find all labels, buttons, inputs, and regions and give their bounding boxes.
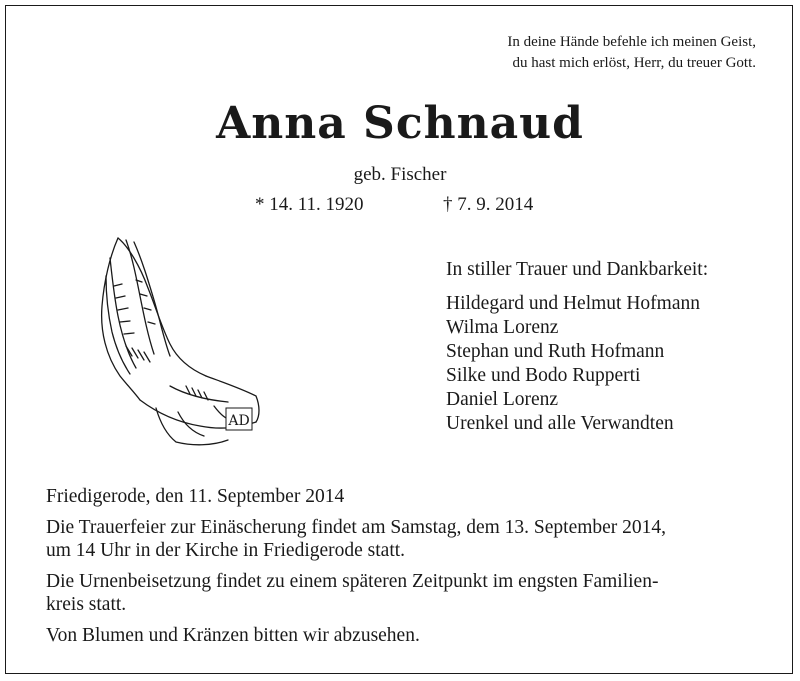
maiden-name: geb. Fischer (353, 164, 447, 185)
place-date: Friedigerode, den 11. September 2014 (46, 486, 345, 507)
mourner-name: Stephan und Ruth Hofmann (446, 341, 665, 362)
monogram-text: AD (228, 413, 250, 429)
monogram (226, 408, 252, 430)
mourner-name: Urenkel und alle Verwandten (446, 413, 674, 434)
flowers-note: Von Blumen und Kränzen bitten wir abzusehen. (46, 625, 420, 646)
funeral-info (46, 516, 766, 562)
bible-verse-line: In deine Hände befehle ich meinen Geist, (507, 34, 756, 50)
mourner-name: Hildegard und Helmut Hofmann (446, 293, 700, 314)
deceased-name: Anna Schnaud (216, 98, 584, 149)
bible-verse-line: du hast mich erlöst, Herr, du treuer Gott. (512, 55, 756, 71)
bible-verse (507, 32, 756, 74)
mourner-name: Daniel Lorenz (446, 389, 559, 410)
notice-text (46, 485, 766, 655)
funeral-line: um 14 Uhr in der Kirche in Friedigerode statt. (46, 540, 406, 561)
death-date: † 7. 9. 2014 (443, 194, 534, 215)
urn-info (46, 570, 766, 616)
birth-date: * 14. 11. 1920 (255, 194, 364, 215)
urn-line: Die Urnenbeisetzung findet zu einem späteren Zeitpunkt im engsten Familien- (46, 571, 659, 592)
mourners-intro: In stiller Trauer und Dankbarkeit: (446, 259, 709, 280)
mourner-name: Silke und Bodo Rupperti (446, 365, 641, 386)
urn-line: kreis statt. (46, 594, 127, 615)
mourner-name: Wilma Lorenz (446, 317, 559, 338)
praying-hands-icon (96, 236, 262, 448)
funeral-line: Die Trauerfeier zur Einäscherung findet am Samstag, dem 13. September 2014, (46, 517, 667, 538)
mourners-block (446, 258, 708, 436)
